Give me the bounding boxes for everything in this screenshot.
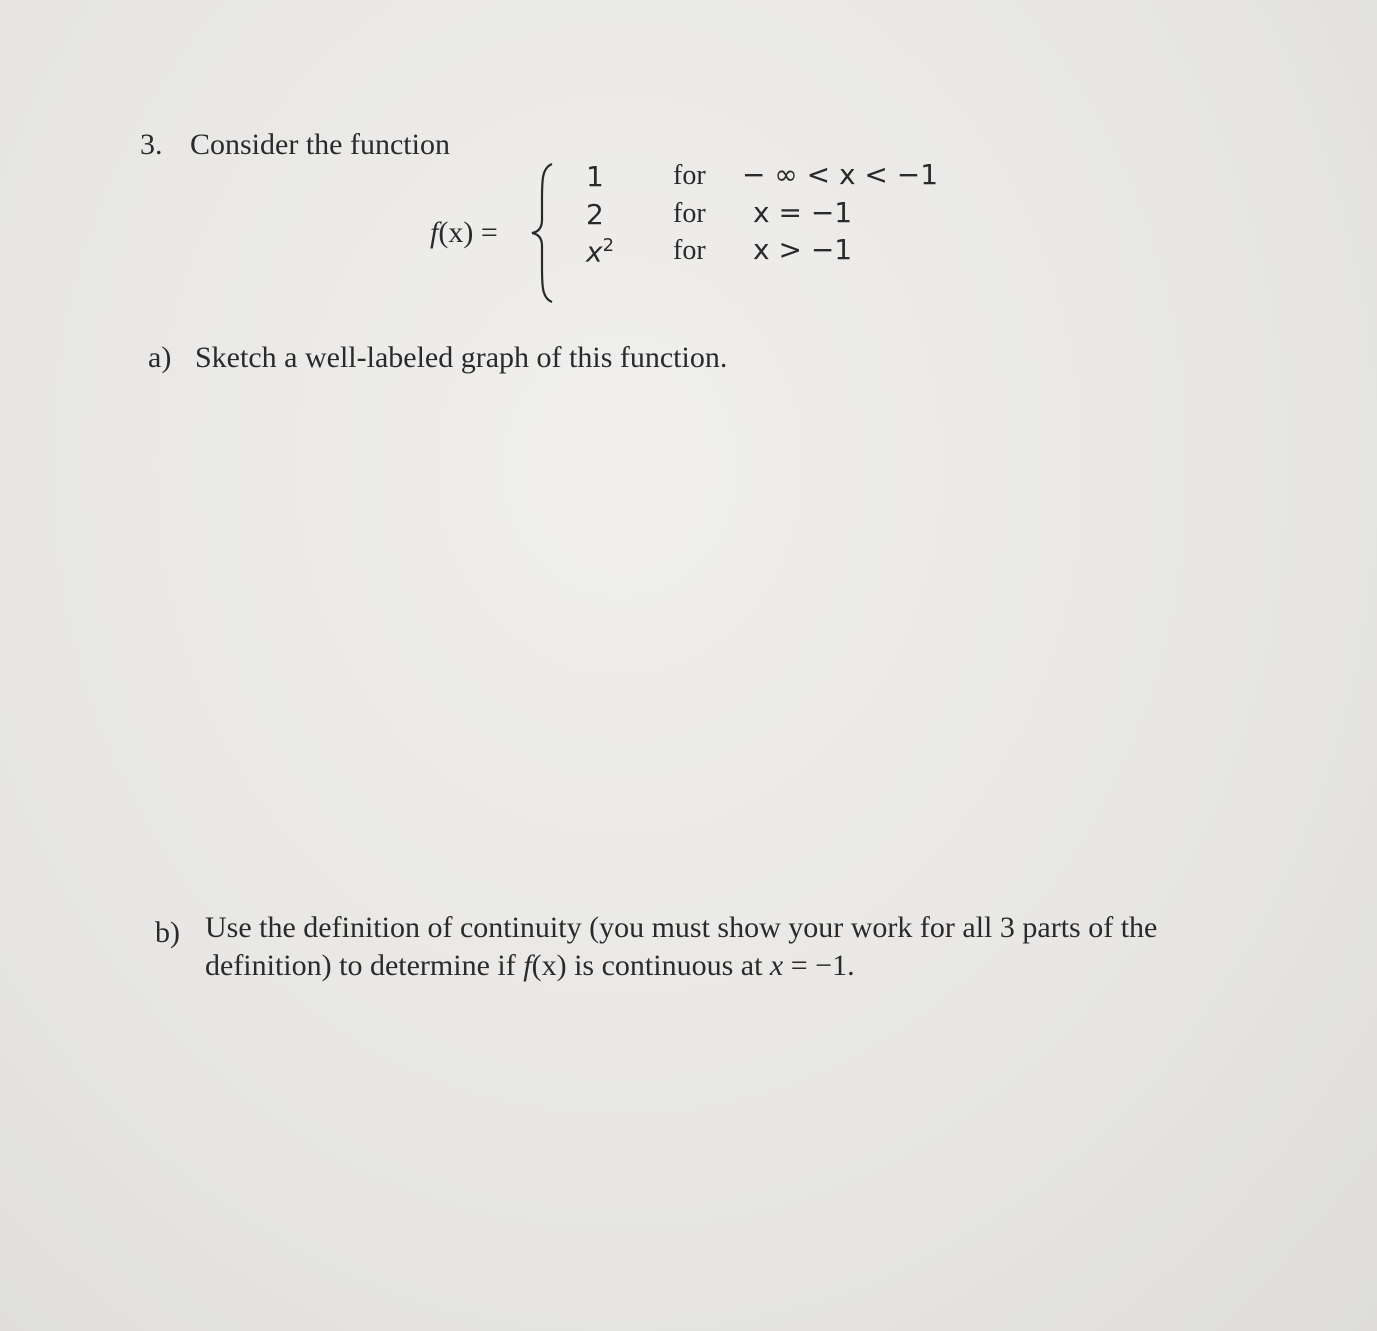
part-b-text-line1: Use the definition of continuity (you must show your work for all 3 parts of the xyxy=(205,911,1158,944)
part-b-x: x xyxy=(769,949,784,982)
case-3-base: x xyxy=(586,235,603,269)
case-3-for: for xyxy=(673,235,706,266)
part-b-fx: (x) xyxy=(531,949,567,982)
question-number: 3. xyxy=(140,128,163,161)
part-a-label: a) xyxy=(148,341,172,374)
case-1-condition: − ∞ < x < −1 xyxy=(742,158,939,191)
case-1-value: 1 xyxy=(586,160,604,193)
piecewise-brace xyxy=(530,160,570,305)
part-b-text-line2 xyxy=(205,949,855,983)
function-lhs xyxy=(430,216,498,250)
case-3-value xyxy=(586,235,614,268)
function-args: (x) = xyxy=(438,216,498,249)
case-2-for: for xyxy=(673,198,706,229)
part-a-text: Sketch a well-labeled graph of this function. xyxy=(195,341,728,374)
part-b-line2-mid: is continuous at xyxy=(566,949,770,982)
case-3-condition: x > −1 xyxy=(753,233,853,266)
part-b-line2-pre: definition) to determine if xyxy=(205,949,524,982)
function-name: f xyxy=(430,216,439,249)
part-b-f: f xyxy=(523,949,532,982)
part-b-label: b) xyxy=(155,916,180,949)
case-1-for: for xyxy=(673,160,706,191)
case-2-condition: x = −1 xyxy=(753,196,853,229)
part-b-line2-end: = −1. xyxy=(783,949,855,982)
case-3-exponent: 2 xyxy=(602,235,615,256)
question-intro: Consider the function xyxy=(190,128,450,161)
case-2-value: 2 xyxy=(586,198,604,231)
